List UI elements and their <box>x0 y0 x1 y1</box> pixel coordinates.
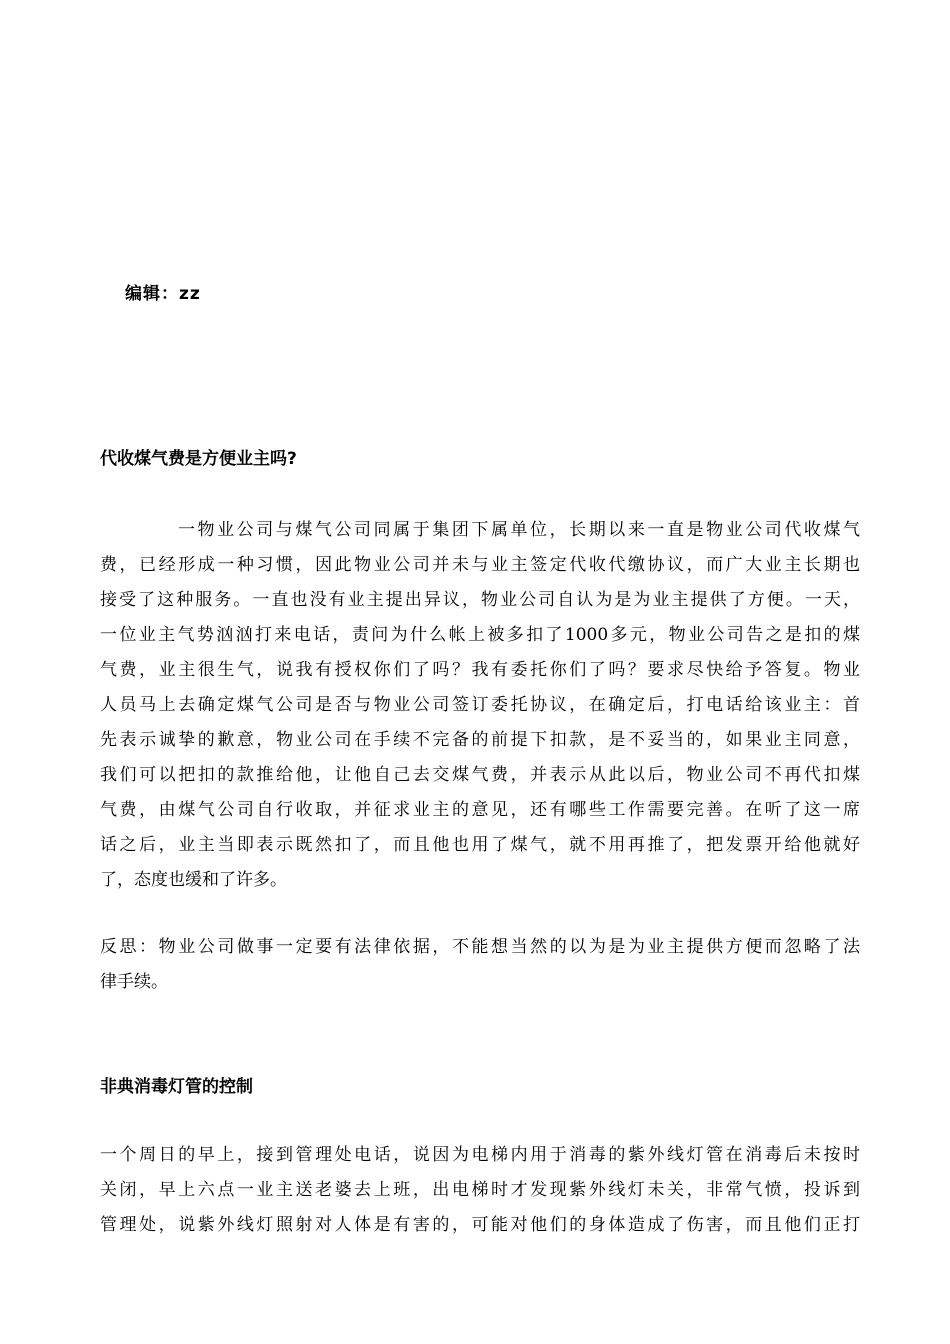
paragraph-line: 了，态度也缓和了许多。 <box>100 870 287 890</box>
paragraph-line: 气费，业主很生气，说我有授权你们了吗？我有委托你们了吗？要求尽快给予答复。物业 <box>100 660 860 680</box>
paragraph-line: 接受了这种服务。一直也没有业主提出异议，物业公司自认为是为业主提供了方便。一天， <box>100 590 860 610</box>
article-body-uv-lamp <box>100 1138 860 1243</box>
article-reflection-gas-fee <box>100 930 860 1000</box>
article-body-gas-fee <box>100 513 860 898</box>
article-title-gas-fee: 代收煤气费是方便业主吗? <box>100 449 297 469</box>
paragraph-line: 我们可以把扣的款推给他，让他自己去交煤气费，并表示从此以后，物业公司不再代扣煤 <box>100 765 860 785</box>
paragraph-line: 人员马上去确定煤气公司是否与物业公司签订委托协议，在确定后，打电话给该业主：首 <box>100 695 860 715</box>
editor-credit <box>125 279 201 304</box>
paragraph-line: 费，已经形成一种习惯，因此物业公司并未与业主签定代收代缴协议，而广大业主长期也 <box>100 555 860 575</box>
paragraph-line: 一个周日的早上，接到管理处电话，说因为电梯内用于消毒的紫外线灯管在消毒后未按时 <box>100 1145 860 1165</box>
reflection-line: 反思：物业公司做事一定要有法律依据，不能想当然的以为是为业主提供方便而忽略了法 <box>100 937 860 957</box>
paragraph-line: 气费，由煤气公司自行收取，并征求业主的意见，还有哪些工作需要完善。在听了这一席 <box>100 800 860 820</box>
paragraph-line: 先表示诚挚的歉意，物业公司在手续不完备的前提下扣款，是不妥当的，如果业主同意， <box>100 730 860 750</box>
paragraph-line: 话之后，业主当即表示既然扣了，而且他也用了煤气，就不用再推了，把发票开给他就好 <box>100 835 860 855</box>
paragraph-line: 关闭，早上六点一业主送老婆去上班，出电梯时才发现紫外线灯未关，非常气愤，投诉到 <box>100 1180 860 1200</box>
article-title-uv-lamp: 非典消毒灯管的控制 <box>100 1077 253 1097</box>
paragraph-line: 一位业主气势汹汹打来电话，责问为什么帐上被多扣了1000多元，物业公司告之是扣的煤 <box>100 625 860 645</box>
paragraph-line: 一物业公司与煤气公司同属于集团下属单位，长期以来一直是物业公司代收煤气 <box>178 520 860 540</box>
editor-name: zz <box>179 284 201 304</box>
editor-label: 编辑： <box>125 284 179 304</box>
paragraph-line: 管理处，说紫外线灯照射对人体是有害的，可能对他们的身体造成了伤害，而且他们正打 <box>100 1215 860 1235</box>
reflection-line: 律手续。 <box>100 972 168 992</box>
